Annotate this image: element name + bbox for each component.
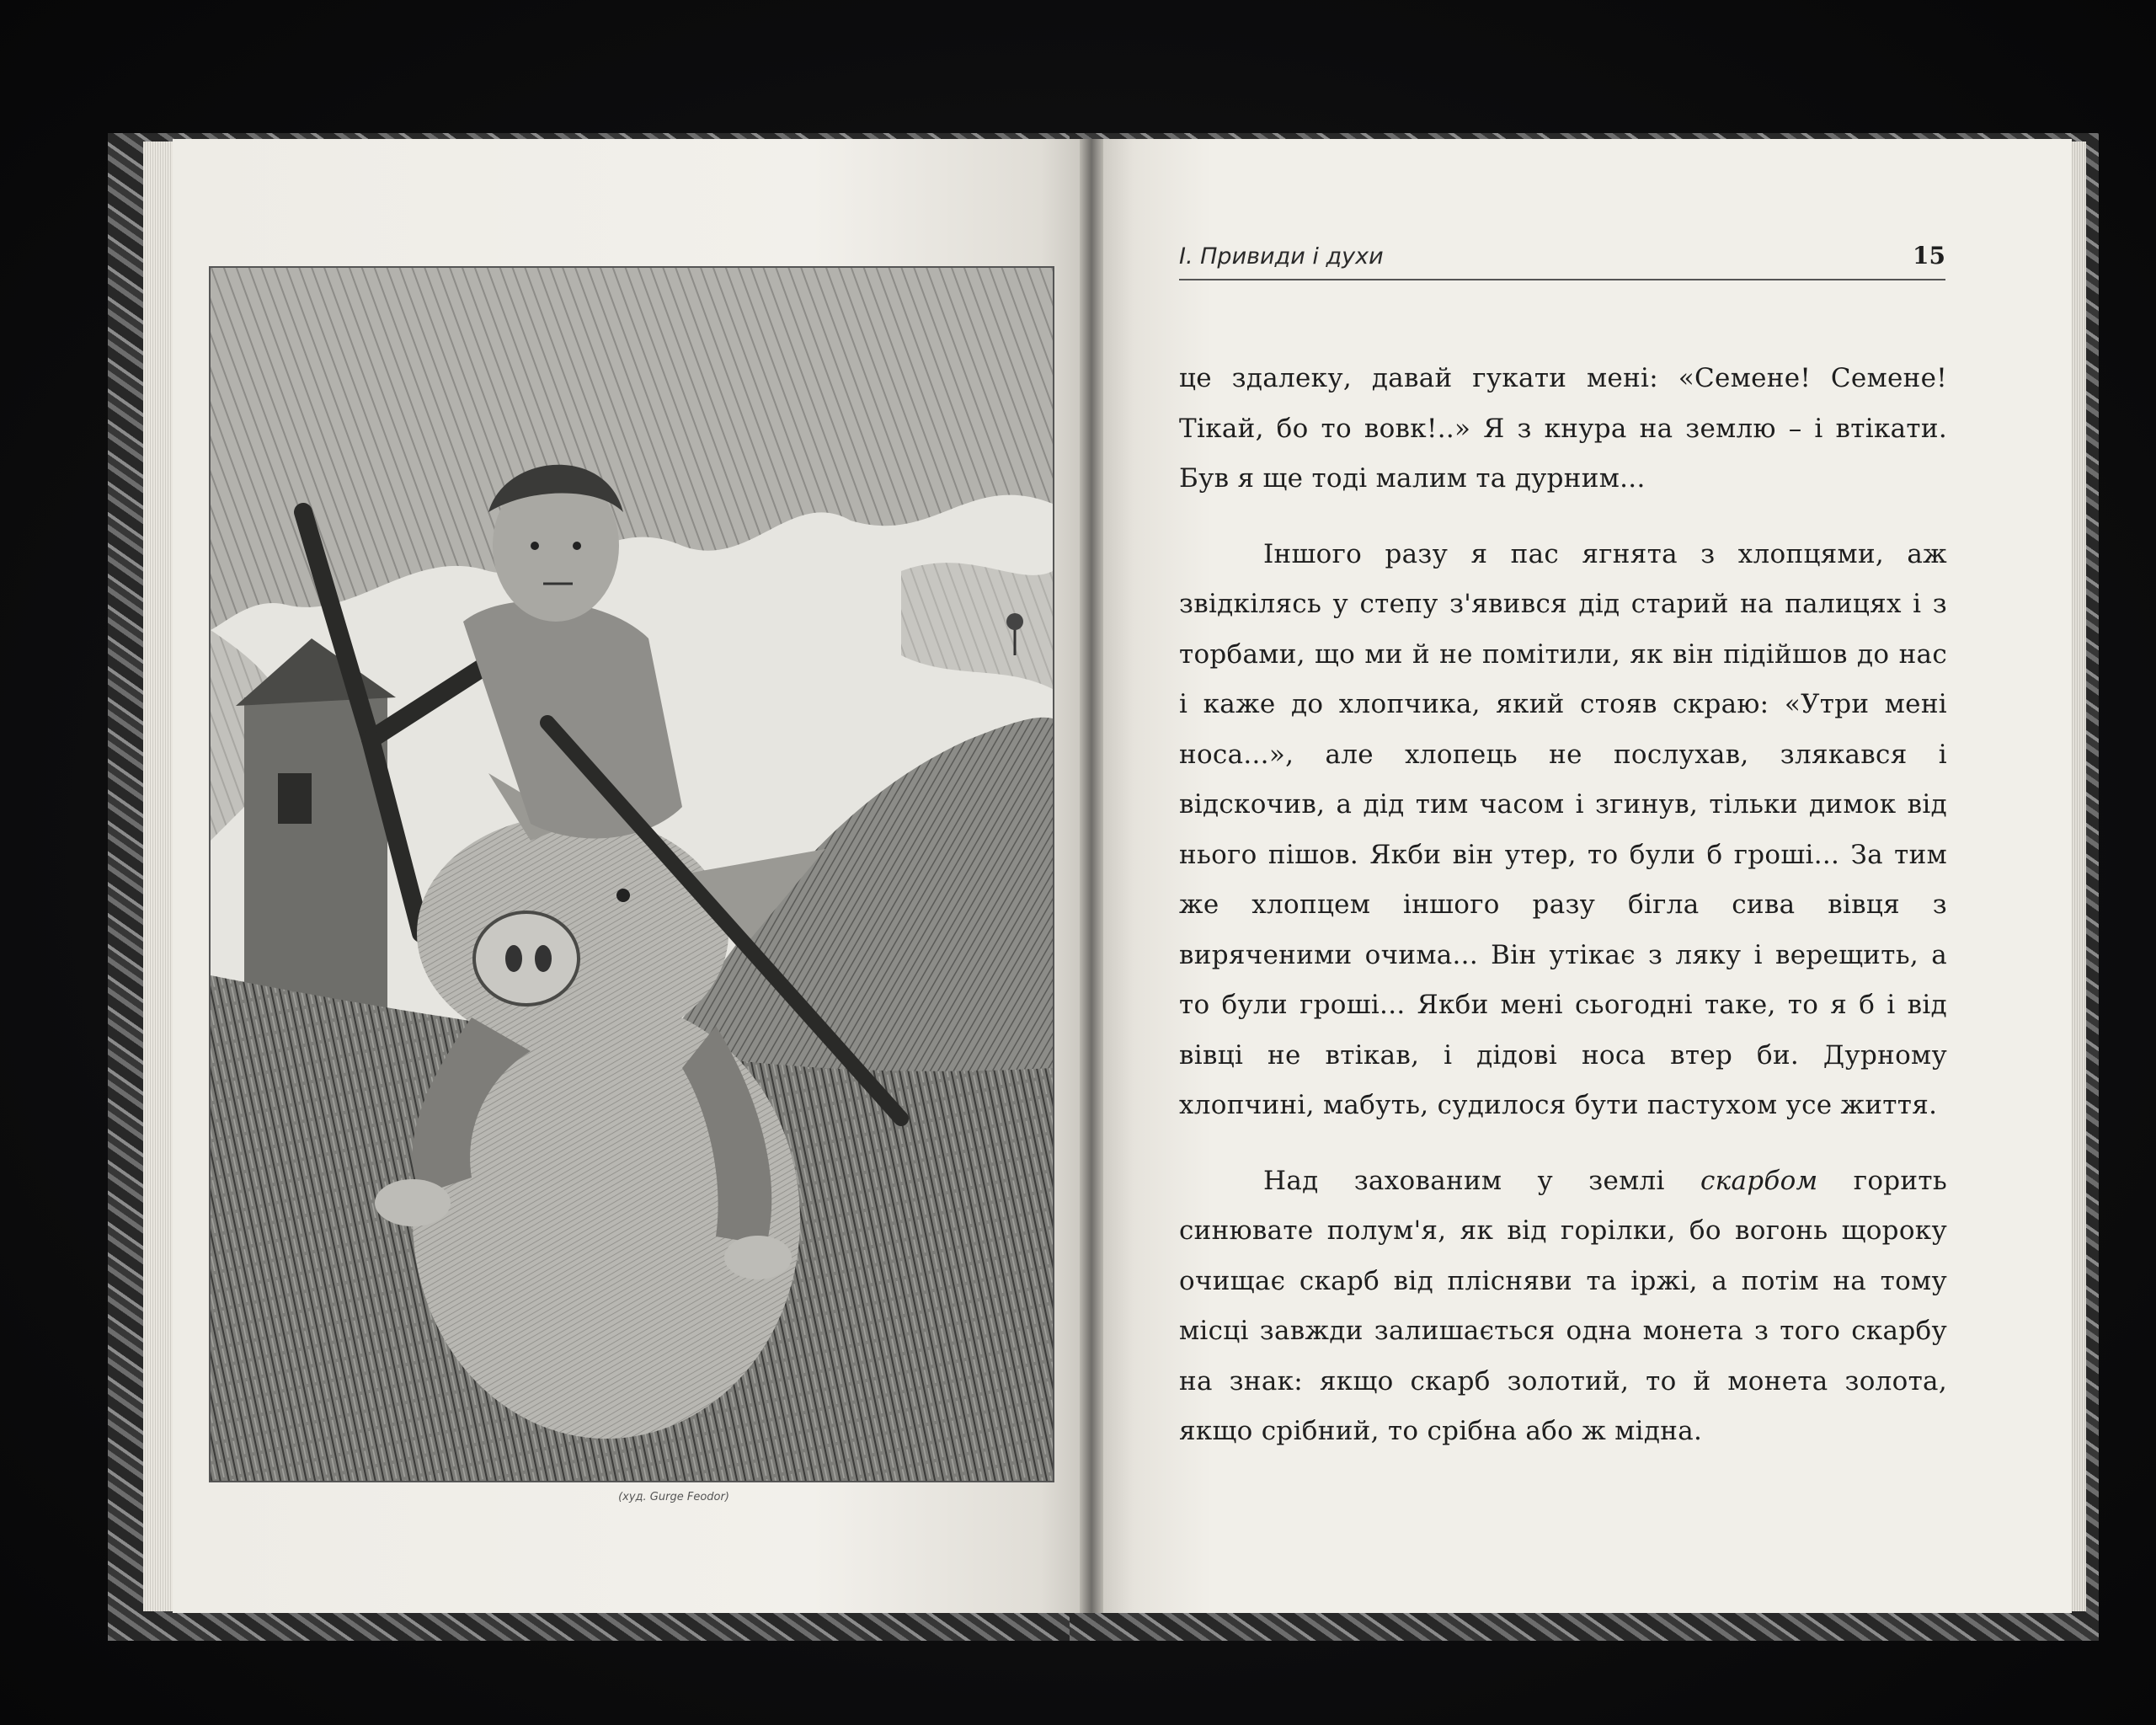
body-text (1179, 354, 1947, 1457)
paragraph-3-rest: горить синювате полум'я, як від горілки, бо вогонь щороку очищає скарб від плісняви та іржі, а потім на тому місці завжди залишається одна монета з того скарбу на знак: якщо скарб золотий, то й монета золота, якщо срібний, то срібна або ж мідна. (1179, 1165, 1948, 1446)
book-gutter (1080, 139, 1103, 1613)
illustration (211, 268, 1053, 1481)
paragraph-3 (1179, 1156, 1947, 1457)
emphasis-treasure: скарбом (1700, 1165, 1818, 1196)
running-head (1179, 238, 1945, 280)
illustration-caption: (худ. Gurge Feodor) (618, 1491, 729, 1503)
page-number: 15 (1913, 242, 1945, 270)
paragraph-3-start: Над захованим у землі (1263, 1165, 1665, 1196)
illustration-drawing (211, 268, 1053, 1481)
page-stack-left (143, 142, 177, 1611)
chapter-title: І. Привиди і духи (1179, 243, 1384, 270)
paragraph-2: Іншого разу я пас ягнята з хлопцями, аж звідкілясь у степу з'явився дід старий на палицях і з торбами, що ми й не помітили, як він підійшов до нас і каже до хлопчика, який стояв скраю: «Утри мені носа...», але хлопець не послухав, злякався і відскочив, а дід тим часом і згинув, тільки димок від нього пішов. Якби він утер, то були б гроші... За тим же хлопцем іншого разу бігла сива вівця з виряченими очима... Він утікає з ляку і верещить, а то були гроші... Якби мені сьогодні таке, то я б і від вівці не втікав, і дідові носа втер би. Дурному хлопчині, мабуть, судилося бути пастухом усе життя. (1179, 538, 1947, 1120)
paragraph-1: це здалеку, давай гукати мені: «Семене! Семене! Тікай, бо то вовк!..» Я з кнура на землю – і втікати. Був я ще тоді малим та дурним... (1179, 363, 1947, 494)
